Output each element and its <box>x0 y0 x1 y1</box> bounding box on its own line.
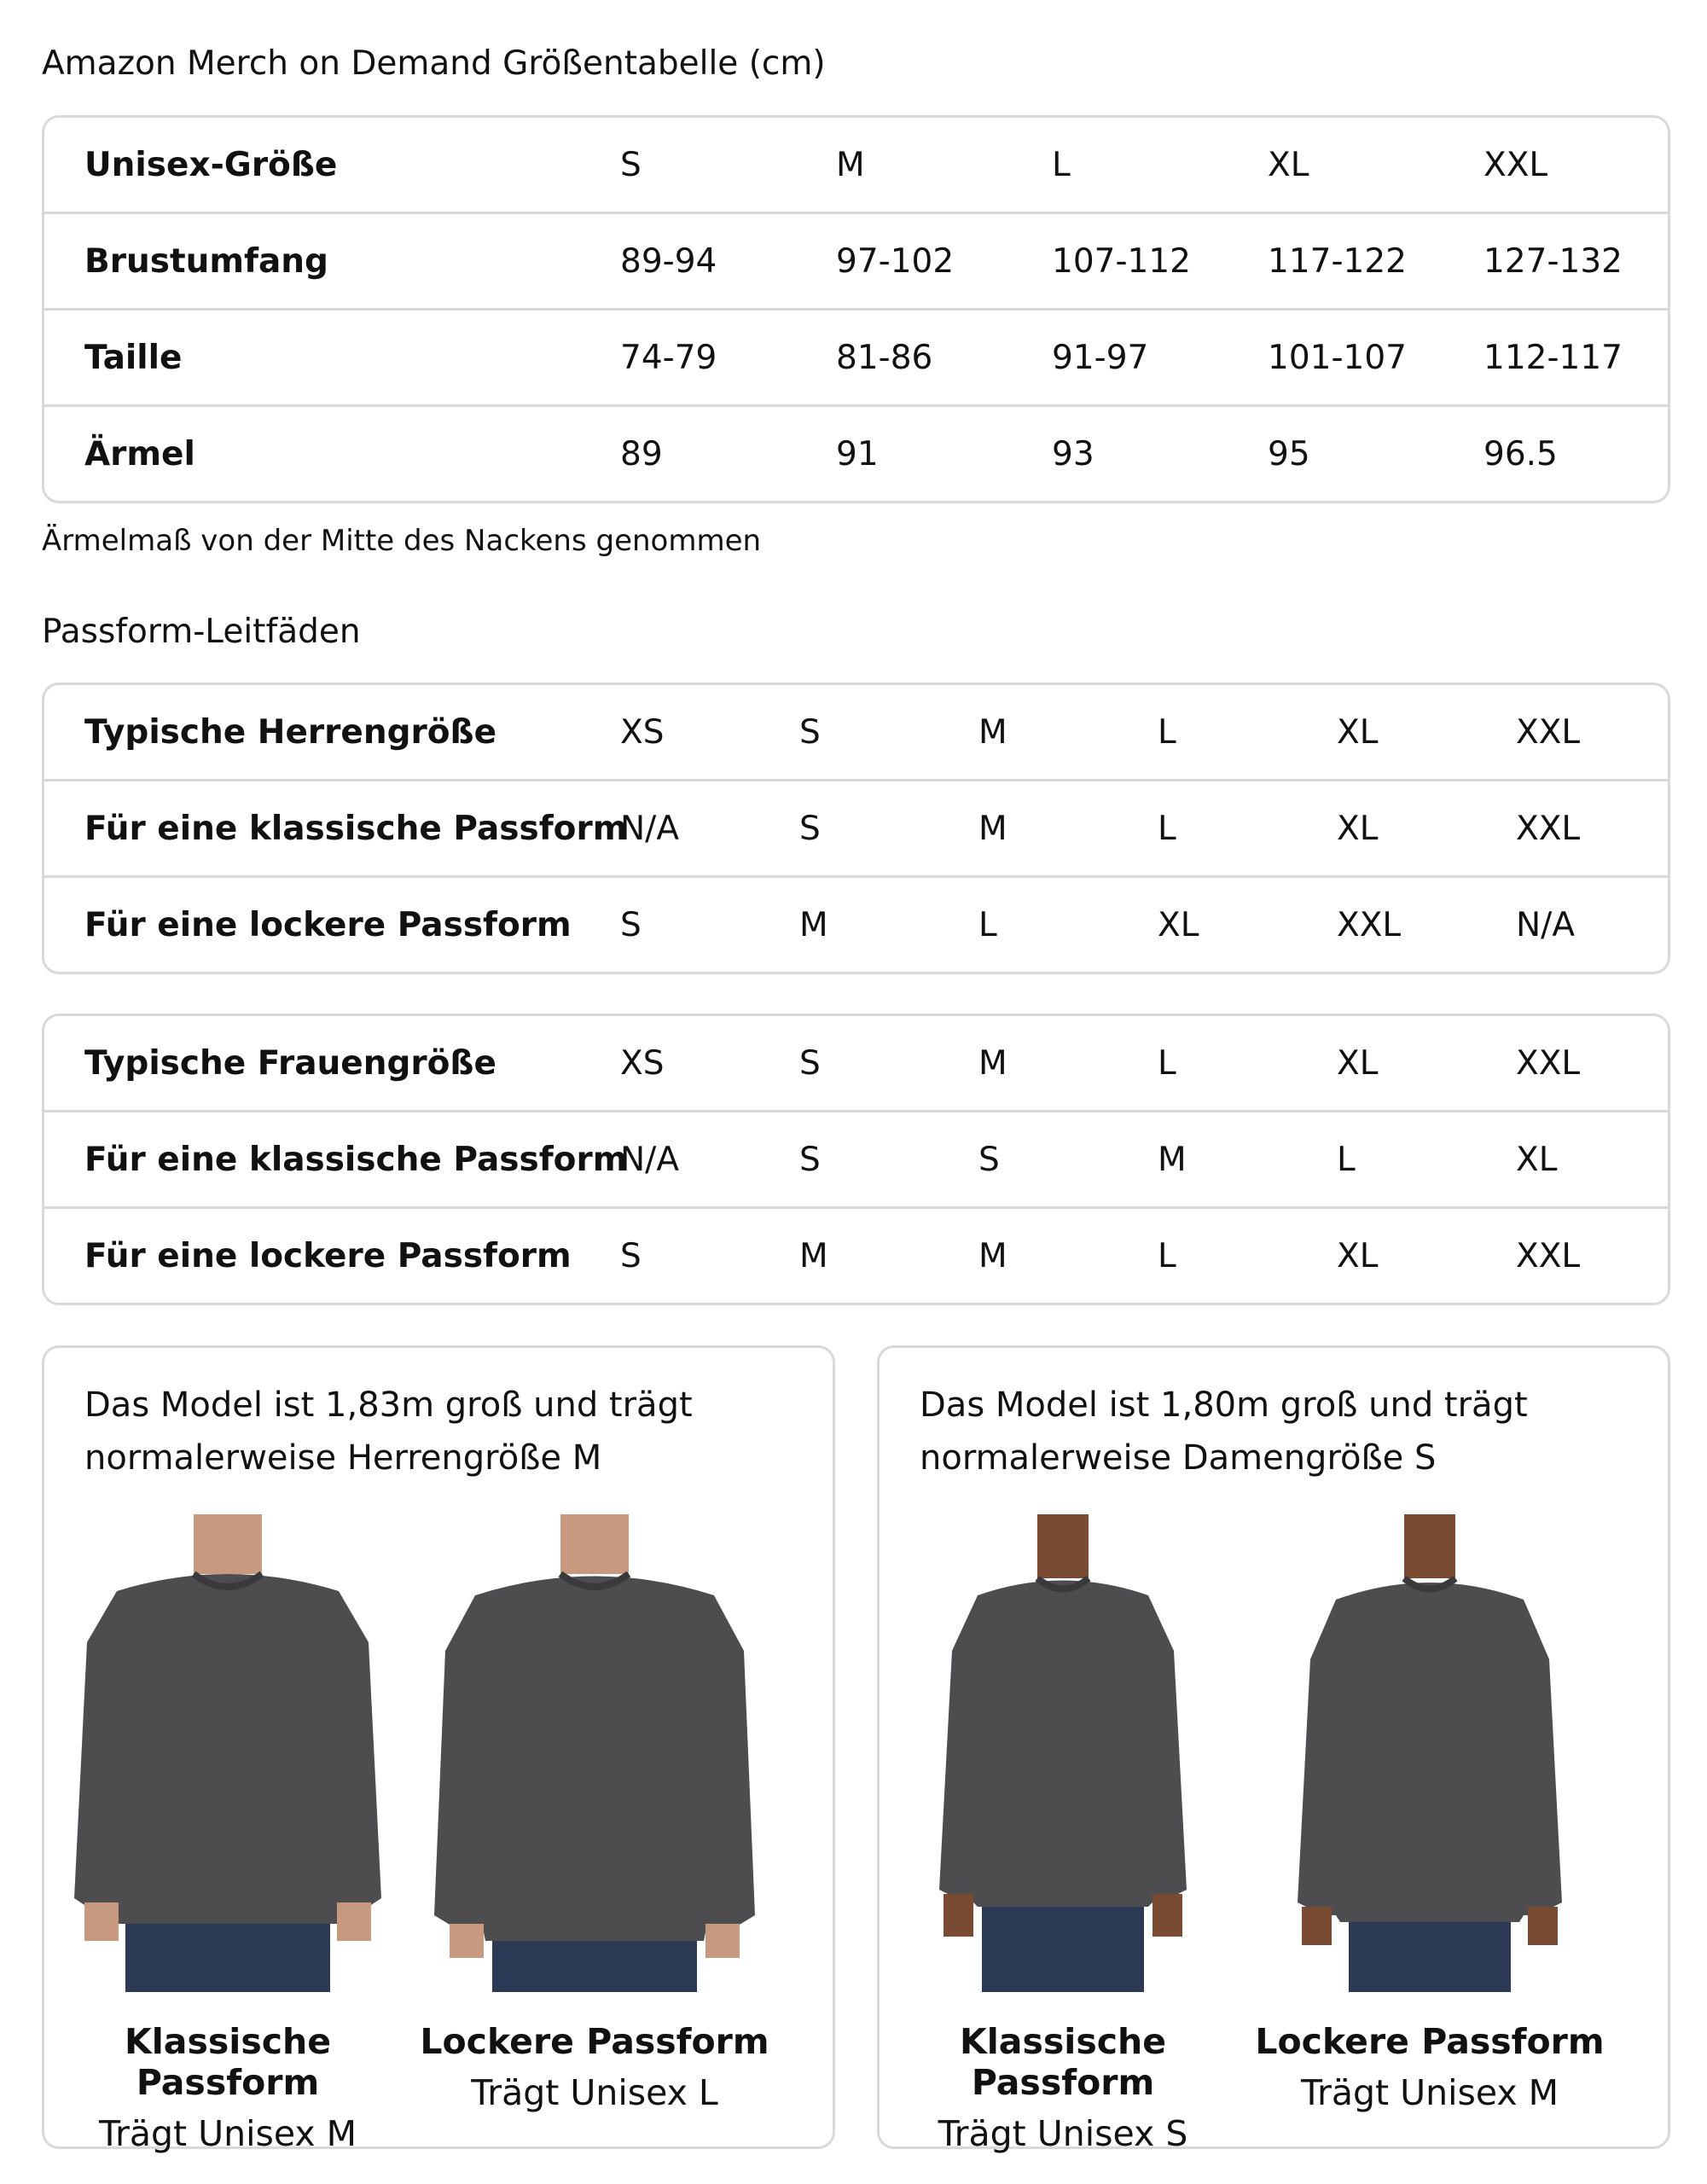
table-cell: 112-117 <box>1483 308 1668 404</box>
table-cell: L <box>978 875 1158 972</box>
table-cell: L <box>1052 145 1071 184</box>
table-cell: M <box>799 875 978 972</box>
women-classic-fit-figure <box>880 1514 1246 2154</box>
table-cell: XL <box>1337 1206 1516 1303</box>
table-cell: 97-102 <box>836 212 1052 308</box>
table-cell: L <box>1158 1043 1176 1083</box>
table-cell: 101-107 <box>1268 308 1483 404</box>
size-chart-table <box>42 115 1670 503</box>
sleeve-note: Ärmelmaß von der Mitte des Nackens genommen <box>42 524 762 558</box>
sweater-photo <box>901 1514 1225 1992</box>
table-cell: 127-132 <box>1483 212 1668 308</box>
table-cell: L <box>1158 779 1337 875</box>
table-cell: 89 <box>620 404 836 501</box>
table-cell: 93 <box>1052 404 1268 501</box>
row-label: Unisex-Größe <box>84 145 338 184</box>
men-fit-table <box>42 682 1670 974</box>
women-fit-table <box>42 1014 1670 1305</box>
fit-guide-title: Passform-Leitfäden <box>42 613 361 651</box>
row-label: Brustumfang <box>44 212 620 308</box>
table-cell: S <box>799 1110 978 1206</box>
table-cell: L <box>1158 1206 1337 1303</box>
fit-title: Klassische Passform <box>124 2021 332 2103</box>
table-cell: 107-112 <box>1052 212 1268 308</box>
table-cell: XL <box>1337 712 1379 752</box>
row-label: Typische Frauengröße <box>84 1043 496 1083</box>
table-cell: M <box>836 145 865 184</box>
table-cell: 74-79 <box>620 308 836 404</box>
table-cell: XL <box>1337 1043 1379 1083</box>
row-label: Für eine lockere Passform <box>44 1206 620 1303</box>
sweater-photo <box>1268 1514 1592 1992</box>
row-label: Ärmel <box>44 404 620 501</box>
table-cell: 91-97 <box>1052 308 1268 404</box>
women-relaxed-fit-figure <box>1246 1514 1613 2113</box>
row-label: Taille <box>44 308 620 404</box>
fit-subtitle: Trägt Unisex M <box>1300 2072 1559 2113</box>
table-cell: 89-94 <box>620 212 836 308</box>
table-cell: S <box>799 779 978 875</box>
row-label: Für eine klassische Passform <box>44 779 620 875</box>
table-cell: XXL <box>1516 1043 1581 1083</box>
table-cell: M <box>978 712 1007 752</box>
table-cell: M <box>1158 1110 1337 1206</box>
sweater-photo <box>433 1514 757 1992</box>
fit-subtitle: Trägt Unisex L <box>471 2072 718 2113</box>
table-cell: XS <box>620 1043 665 1083</box>
row-label: Für eine klassische Passform <box>44 1110 620 1206</box>
row-label: Typische Herrengröße <box>84 712 497 752</box>
table-cell: 117-122 <box>1268 212 1483 308</box>
table-cell: XL <box>1516 1110 1668 1206</box>
men-relaxed-fit-figure <box>411 1514 778 2113</box>
table-cell: S <box>620 1206 799 1303</box>
men-classic-fit-figure <box>44 1514 411 2154</box>
table-cell: XL <box>1337 779 1516 875</box>
fit-title: Lockere Passform <box>1255 2021 1605 2062</box>
table-cell: S <box>978 1110 1158 1206</box>
fit-title: Lockere Passform <box>420 2021 769 2062</box>
table-cell: XXL <box>1516 712 1581 752</box>
table-cell: M <box>799 1206 978 1303</box>
table-cell: 95 <box>1268 404 1483 501</box>
table-cell: XXL <box>1483 145 1548 184</box>
table-cell: XL <box>1268 145 1309 184</box>
table-cell: XXL <box>1337 875 1516 972</box>
table-cell: S <box>799 712 821 752</box>
table-cell: M <box>978 1206 1158 1303</box>
table-cell: S <box>799 1043 821 1083</box>
table-cell: XL <box>1158 875 1337 972</box>
women-model-caption: Das Model ist 1,80m groß und trägt normalerweise Damengröße S <box>920 1385 1528 1478</box>
table-cell: L <box>1158 712 1176 752</box>
table-cell: S <box>620 145 642 184</box>
table-cell: N/A <box>1516 875 1668 972</box>
size-chart-title: Amazon Merch on Demand Größentabelle (cm) <box>42 44 826 83</box>
fit-subtitle: Trägt Unisex M <box>98 2113 357 2154</box>
table-cell: XS <box>620 712 665 752</box>
table-cell: XXL <box>1516 779 1668 875</box>
table-cell: M <box>978 1043 1007 1083</box>
table-cell: N/A <box>620 779 799 875</box>
men-model-caption: Das Model ist 1,83m groß und trägt normalerweise Herrengröße M <box>84 1385 693 1478</box>
sweater-photo <box>66 1514 390 1992</box>
table-cell: 96.5 <box>1483 404 1668 501</box>
men-model-card <box>42 1345 835 2154</box>
table-cell: M <box>978 779 1158 875</box>
table-cell: XXL <box>1516 1206 1668 1303</box>
table-cell: 91 <box>836 404 1052 501</box>
table-cell: S <box>620 875 799 972</box>
fit-subtitle: Trägt Unisex S <box>938 2113 1188 2154</box>
women-model-card <box>877 1345 1670 2154</box>
row-label: Für eine lockere Passform <box>44 875 620 972</box>
table-cell: 81-86 <box>836 308 1052 404</box>
fit-title: Klassische Passform <box>959 2021 1167 2103</box>
table-cell: N/A <box>620 1110 799 1206</box>
table-cell: L <box>1337 1110 1516 1206</box>
